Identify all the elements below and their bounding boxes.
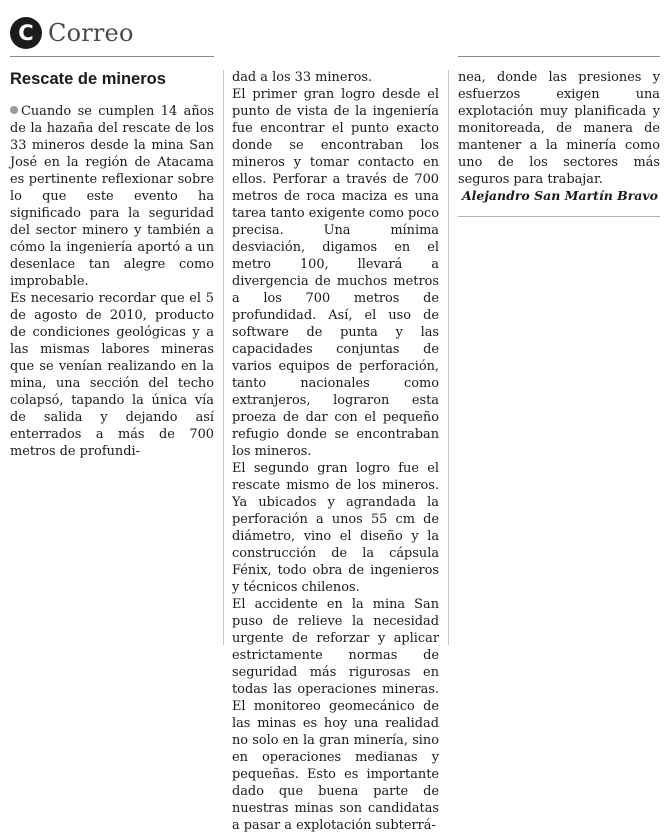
paragraph: dad a los 33 mineros. — [232, 70, 373, 85]
author-signature: Alejandro San Martín Bravo — [461, 188, 658, 203]
article-column-3 — [458, 69, 660, 188]
signature-rule — [458, 216, 660, 217]
section-name: Correo — [48, 19, 134, 47]
bullet-icon — [10, 106, 18, 114]
paragraph: El primer gran logro desde el punto de vista de la ingeniería fue encontrar el punto exacto donde se encontraban los mineros y tomar contacto en ellos. Perforar a través de 700 metros de roca maciza es una tarea tanto exigente como poco precisa. Una mínima desviación, digamos en el metro 100, llevará a divergencia de muchos metros a los 700 metros de profundidad. Así, el uso de software de punta y las capacidades conjuntas de varios equipos de perforación, tanto nacionales como extranjeros, lograron esta proeza de dar con el pequeño refugio donde se encontraban los mineros. — [232, 87, 439, 459]
section-header — [10, 13, 134, 53]
column-divider-2 — [448, 70, 449, 645]
header-rule-left — [10, 56, 214, 57]
header-rule-right — [458, 56, 660, 57]
paragraph: El accidente en la mina San puso de relieve la necesidad urgente de reforzar y aplicar estrictamente normas de seguridad más rigurosas en todas las operaciones mineras. El monitoreo geomecánico de las minas es hoy una realidad no solo en la gran minería, sino en operaciones medianas y pequeñas. Esto es importante dado que buena parte de nuestras minas son candidatas a pasar a explotación subterrá- — [232, 597, 439, 833]
paragraph: nea, donde las presiones y esfuerzos exigen una explotación muy planificada y monitoreada, de manera de mantener a la minería como uno de los sectores más seguros para trabajar. — [458, 70, 660, 187]
article-column-1 — [10, 103, 214, 460]
section-logo: C — [10, 17, 42, 49]
paragraph: El segundo gran logro fue el rescate mismo de los mineros. Ya ubicados y agrandada la perforación a unos 55 cm de diámetro, vino el diseño y la construcción de la cápsula Fénix, todo obra de ingenieros y técnicos chilenos. — [232, 461, 439, 595]
column-divider-1 — [223, 70, 224, 645]
paragraph: Cuando se cumplen 14 años de la hazaña del rescate de los 33 mineros desde la mina San José en la región de Atacama es pertinente reflexionar sobre lo que este evento ha significado para la seguridad del sector minero y también a cómo la ingeniería aportó a un desenlace tan alegre como improbable. — [10, 104, 214, 289]
paragraph: Es necesario recordar que el 5 de agosto de 2010, producto de condiciones geológicas y a las mismas labores mineras que se venían realizando en la mina, una sección del techo colapsó, tapando la única vía de salida y dejando así enterrados a más de 700 metros de profundi- — [10, 291, 214, 459]
article-title: Rescate de mineros — [10, 70, 166, 88]
article-column-2 — [232, 69, 439, 834]
